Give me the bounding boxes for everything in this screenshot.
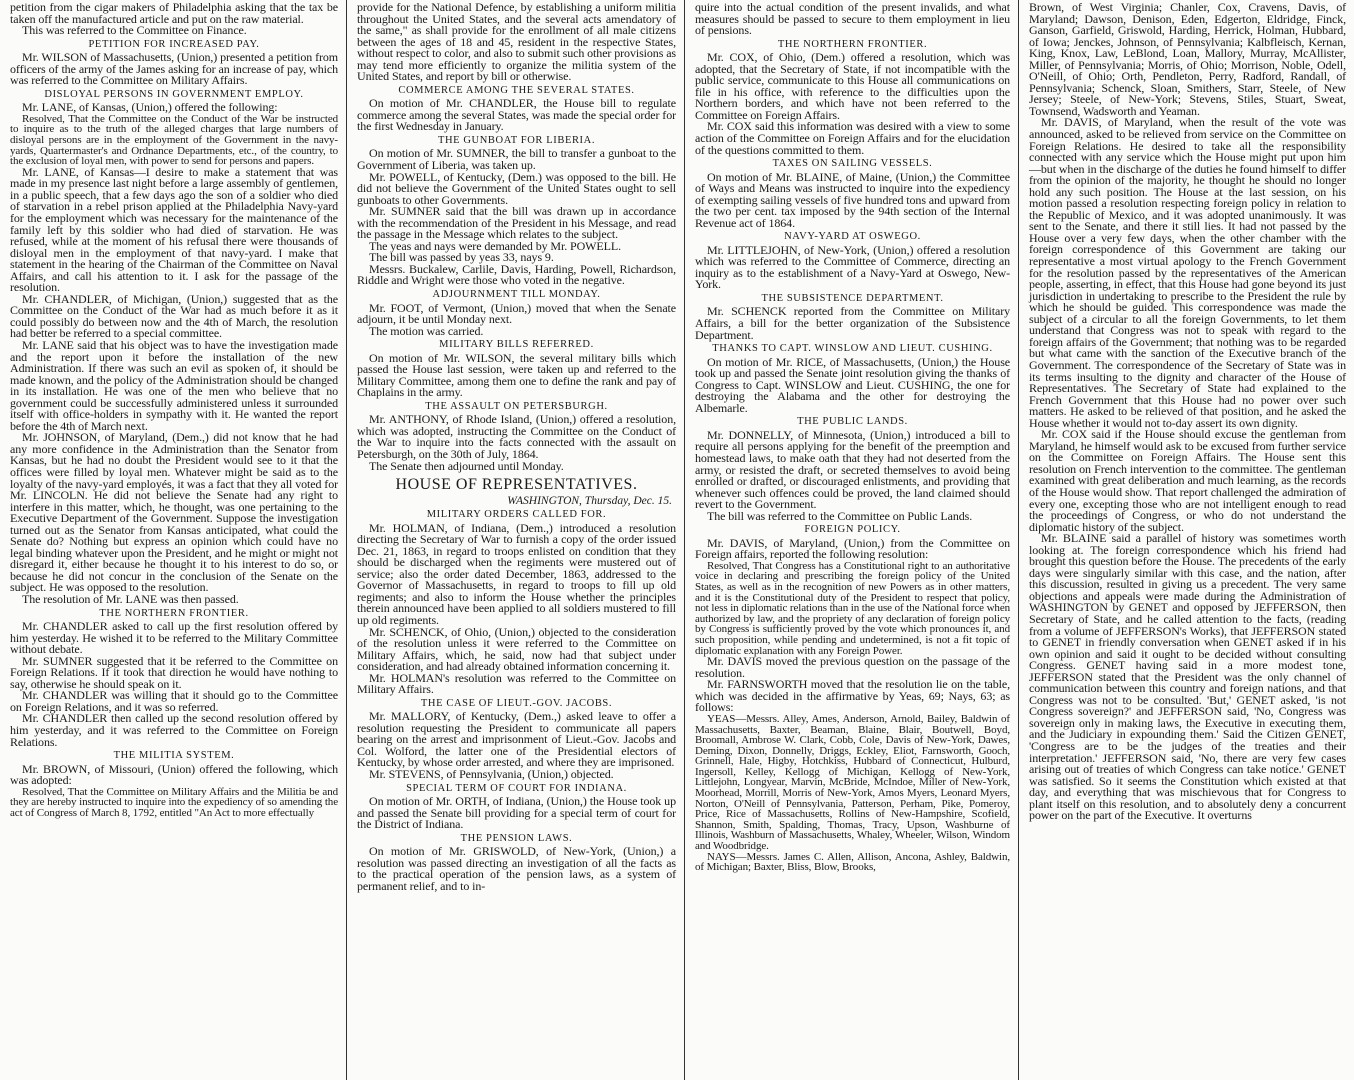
section-heading: NAVY-YARD AT OSWEGO. [784,231,921,243]
article-paragraph: Mr. CHANDLER was willing that it should go to the Committee on Foreign Relations, and it was so referred. [10,688,338,714]
article-paragraph: Mr. SCHENCK reported from the Committee on Military Affairs, a bill for the better organization of the Subsistence Department. [695,304,1010,342]
article-paragraph: This was referred to the Committee on Finance. [22,23,247,38]
article-paragraph: Mr. COX said if the House should excuse the gentleman from Maryland, he himself would ask to be excused from further service on the Committee on Foreign Affairs. The House sent this resolution on French intervention to the committee. The gentleman examined with great deliberation and much learning, as the records of the House would show. That report challenged the admiration of every one, excepting those who are not intelligent enough to read the proceedings of Congress, or who do not understand the diplomatic history of the subject. [1029,427,1346,534]
section-heading: MILITARY BILLS REFERRED. [439,339,594,351]
article-paragraph: Messrs. Buckalew, Carlile, Davis, Harding, Powell, Richardson, Riddle and Wright were those who voted in the negative. [357,261,676,288]
resolution-text: Resolved, That the Committee on Military Affairs and the Militia be and they are hereby instructed to inquire into the expediency of so amending the act of Congress of March 8, 1792, entitled "An Act to more effectually [10,785,338,819]
section-heading: THE GUNBOAT FOR LIBERIA. [437,134,596,146]
article-paragraph: The yeas and nays were demanded by Mr. POWELL. [369,238,621,253]
article-paragraph: On motion of Mr. SUMNER, the bill to transfer a gunboat to the Government of Liberia, was taken up. [357,146,676,173]
resolution-text: Resolved, That Congress has a Constitutional right to an authoritative voice in declaring and prescribing the foreign policy of the United States, as well as in the recognition of new Powers as in other matters, and it is the Constitutional duty of the President to respect that policy, not less in diplomatic relations than in the use of the National force when authorized by law, and the propriety of any declaration of foreign policy by Congress is sufficiently proved by the vote which pronounces it, and such proposition, while pending and undetermined, is not a fit topic of diplomatic explanation with any Foreign Power. [695,559,1010,657]
article-paragraph: Mr. POWELL, of Kentucky, (Dem.) was opposed to the bill. He did not believe the Government of the United States ought to sell gunboats to other Governments. [357,169,676,207]
article-paragraph: Mr. FOOT, of Vermont, (Union,) moved that when the Senate adjourn, it be until Monday next. [357,300,676,327]
column-2 [347,0,685,1080]
article-paragraph: The motion was carried. [369,323,484,338]
article-paragraph: Mr. SUMNER said that the bill was drawn up in accordance with the recommendation of the President in his Message, and read the passage in the Message which relates to the subject. [357,204,676,242]
article-paragraph: Mr. DAVIS, of Maryland, (Union,) from the Committee on Foreign affairs, reported the following resolution: [695,535,1010,562]
article-paragraph: Mr. CHANDLER asked to call up the first resolution offered by him yesterday. He wished it to be referred to the Military Committee without debate. [10,619,338,657]
article-paragraph: Mr. LITTLEJOHN, of New-York, (Union,) offered a resolution which was referred to the Committee of Commerce, directing an inquiry as to the establishment of a Navy-Yard at Oswego, New-York. [695,242,1010,292]
section-heading: THE SUBSISTENCE DEPARTMENT. [761,292,944,304]
article-paragraph: quire into the actual condition of the present invalids, and what measures should be passed to secure to them employment in lieu of pensions. [695,0,1010,38]
section-heading: ADJOURNMENT TILL MONDAY. [432,289,601,301]
resolution-text: NAYS—Messrs. James C. Allen, Allison, Ancona, Ashley, Baldwin, of Michigan; Baxter, Bliss, Blow, Brooks, [695,850,1010,874]
section-heading: THE MILITIA SYSTEM. [113,750,235,762]
article-paragraph: provide for the National Defence, by establishing a uniform militia throughout the United States, and the several acts amendatory of the same," as shall provide for the enrollment of all male citizens between the ages of 18 and 45, resident in the respective States, without respect to color, and also to submit such other provisions as may tend more efficiently to organize the militia system of the United States, and report by bill or otherwise. [357,0,676,84]
section-heading: THE PENSION LAWS. [460,832,573,844]
section-heading: THE NORTHERN FRONTIER. [99,607,249,619]
article-paragraph: On motion of Mr. CHANDLER, the House bill to regulate commerce among the several States, was made the special order for the first Wednesday in January. [357,96,676,134]
column-3 [685,0,1019,1080]
chamber-heading: HOUSE OF REPRESENTATIVES. [395,476,638,494]
article-paragraph: On motion of Mr. WILSON, the several military bills which passed the House last session, were taken up and referred to the Military Committee, among them one to define the rank and pay of Chaplains in the army. [357,350,676,400]
article-paragraph: Mr. COX said this information was desired with a view to some action of the Committee on Foreign Affairs and for the elucidation of the questions committed to them. [695,119,1010,157]
article-paragraph: Mr. LANE, of Kansas, (Union,) offered the following: [22,100,278,115]
article-paragraph: Mr. MALLORY, of Kentucky, (Dem.,) asked leave to offer a resolution requesting the President to communicate all papers bearing on the arrest and imprisonment of Lieut.-Gov. Jacobs and Col. Wolford, the latter one of the Presidential electors of Kentucky, by whose order arrested, and where they are imprisoned. [357,709,676,770]
article-paragraph: Mr. CHANDLER, of Michigan, (Union,) suggested that as the Committee on the Conduct of the War had as much before it as it could possibly do between now and the 4th of March, the resolution had better be referred to a special committee. [10,291,338,341]
section-heading: PETITION FOR INCREASED PAY. [88,38,260,50]
section-heading: SPECIAL TERM OF COURT FOR INDIANA. [406,782,627,794]
section-heading: COMMERCE AMONG THE SEVERAL STATES. [398,84,635,96]
article-paragraph: The Senate then adjourned until Monday. [369,458,564,473]
section-heading: TAXES ON SAILING VESSELS. [772,158,933,170]
column-1 [0,0,347,1080]
article-paragraph: On motion of Mr. ORTH, of Indiana, (Union,) the House took up and passed the Senate bill providing for a special term of court for the District of Indiana. [357,794,676,832]
article-paragraph: Mr. ANTHONY, of Rhode Island, (Union,) offered a resolution, which was adopted, instructing the Committee on the Conduct of the War to inquire into the facts connected with the assault on Petersburgh, on the 30th of July, 1864. [357,412,676,461]
article-paragraph: On motion of Mr. RICE, of Massachusetts, (Union,) the House took up and passed the Senate joint resolution giving the thanks of Congress to Capt. WINSLOW and Lieut. CUSHING, the one for destroying the Alabama and the other for destroying the Albemarle. [695,354,1010,415]
article-paragraph: Mr. LANE, of Kansas—I desire to make a statement that was made in my presence last night before a large assembly of gentlemen, in a public speech, that a few days ago the son of a soldier who died of starvation in a rebel prison applied at the Philadelphia Navy-yard for the employment which was necessary for the maintenance of the family left by this soldier who had died of starvation. He was refused, while at the moment of his refusal there were thousands of disloyal men in the employment of that navy-yard. I make that statement in the hearing of the Chairman of the Committee on Naval Affairs, and call his attention to it. I ask for the passage of the resolution. [10,164,338,295]
resolution-text: YEAS—Messrs. Alley, Ames, Anderson, Arnold, Bailey, Baldwin of Massachusetts, Baxter, Beaman, Blaine, Blair, Boutwell, Boyd, Broomall, Ambrose W. Clark, Cobb, Cole, Davis of New-York, Dawes, Deming, Dixon, Donnelly, Driggs, Eckley, Eliot, Farnsworth, Gooch, Grinnell, Hale, Higby, Hotchkiss, Hubbard of Connecticut, Hulburd, Ingersoll, Kelley, Kellogg of Michigan, Kellogg of New-York, Littlejohn, Longyear, Marvin, McBride, McIndoe, Miller of New-York, Moorhead, Morrill, Morris of New-York, Amos Myers, Leonard Myers, Norton, O'Neill of Pennsylvania, Patterson, Perham, Pike, Pomeroy, Price, Rice of Massachusetts, Rollins of New-Hampshire, Scofield, Shannon, Smith, Spalding, Thomas, Tracy, Upson, Washburne of Illinois, Washburn of Massachusetts, Whaley, Wheeler, Wilson, Windom and Woodbridge. [695,712,1010,853]
article-paragraph: On motion of Mr. BLAINE, of Maine, (Union,) the Committee of Ways and Means was instructed to inquire into the expediency of exempting sailing vessels of five hundred tons and upward from the two per cent. tax imposed by the 94th section of the Internal Revenue act of 1864. [695,169,1010,230]
section-heading: MILITARY ORDERS CALLED FOR. [426,509,607,521]
section-heading: DISLOYAL PERSONS IN GOVERNMENT EMPLOY. [44,88,304,100]
article-paragraph: Mr. BROWN, of Missouri, (Union) offered the following, which was adopted: [10,761,338,788]
section-heading: THE PUBLIC LANDS. [797,416,908,428]
article-paragraph: Mr. LANE said that his object was to have the investigation made and the report upon it before the installation of the new Administration. If there was such an evil as spoken of, it should be made known, and the policy of the Administration should be changed in its installation. He was one of the men who believe that no government could be successfully administered unless it surrounded itself with office-holders in sympathy with it. He wanted the report before the 4th of March next. [10,338,338,433]
section-heading: THE CASE OF LIEUT.-GOV. JACOBS. [420,697,613,709]
dateline: WASHINGTON, Thursday, Dec. 15. [507,495,672,508]
article-paragraph: Mr. SCHENCK, of Ohio, (Union,) objected to the consideration of the resolution unless it were referred to the Committee on Military Affairs, which, he said, now had that subject under consideration, and had already obtained information concerning it. [357,624,676,674]
article-paragraph: Mr. WILSON of Massachusetts, (Union,) presented a petition from officers of the army of the James asking for an increase of pay, which was referred to the Committee on Military Affairs. [10,50,338,88]
article-paragraph: Mr. JOHNSON, of Maryland, (Dem.,) did not know that he had any more confidence in the Administration than the Senator from Kansas, but he had no doubt the President would see to it that the offices were filled by loyal men. Whatever might be said as to the loyalty of the navy-yard employés, it was a fact that they all voted for Mr. LINCOLN. He did not believe the Senate had any right to interfere in this matter, which, he thought, was one pertaining to the Executive Department of the Government. Suppose the investigation turned out as the Senator from Kansas anticipated, what could the Senate do? Nothing but express an opinion which could have no legal binding whatever upon the President, and he might or might not disregard it, either because he thought it to his interest to do so, or because he did not concur in the conclusion of the Senate on the subject. He was opposed to the resolution. [10,430,338,595]
article-paragraph: The bill was referred to the Committee on Public Lands. [707,508,973,523]
section-heading: THE NORTHERN FRONTIER. [777,38,928,50]
section-heading: FOREIGN POLICY. [804,524,901,536]
article-paragraph: Mr. STEVENS, of Pennsylvania, (Union,) objected. [369,767,614,782]
article-paragraph: Mr. DONNELLY, of Minnesota, (Union,) introduced a bill to require all persons applying for the benefit of the preemption and homestead laws, to make oath that they had not deserted from the army, or resisted the draft, or secreted themselves to avoid being enrolled or drafted, or discouraged enlistments, and providing that whenever such offences could be proved, the land claimed should revert to the Government. [695,427,1010,512]
article-paragraph: Brown, of West Virginia; Chanler, Cox, Cravens, Davis, of Maryland; Dawson, Denison, Eden, Edgerton, Eldridge, Finck, Ganson, Garfield, Griswold, Harding, Herrick, Holman, Hubbard, of Iowa; Jenckes, Johnson, of Pennsylvania; Kalbfleisch, Kernan, King, Knox, Law, LeBlond, Loan, Mallory, Murray, McAllister, Miller, of Pennsylvania; Morris, of Ohio; Morrison, Noble, Odell, O'Neill, of Ohio; Orth, Pendleton, Perry, Radford, Randall, of Pennsylvania; Schenck, Sloan, Smithers, Starr, Steele, of New Jersey; Steele, of New-York; Stevens, Stiles, Stuart, Sweat, Townsend, Wadsworth and Yeaman. [1029,0,1346,118]
article-paragraph: Mr. SUMNER suggested that it be referred to the Committee on Foreign Relations. If it took that direction he would have nothing to say, otherwise he should speak on it. [10,653,338,691]
article-paragraph: Mr. HOLMAN's resolution was referred to the Committee on Military Affairs. [357,670,676,697]
article-paragraph: Mr. FARNSWORTH moved that the resolution lie on the table, which was decided in the affirmative by Yeas, 69; Nays, 63; as follows: [695,677,1010,715]
column-4 [1019,0,1354,1080]
article-paragraph: The bill was passed by yeas 33, nays 9. [369,250,554,265]
article-paragraph: Mr. DAVIS moved the previous question on the passage of the resolution. [695,654,1010,680]
section-heading: THANKS TO CAPT. WINSLOW AND LIEUT. CUSHING. [712,343,993,355]
section-heading: THE ASSAULT ON PETERSBURGH. [425,400,608,412]
article-paragraph: Mr. DAVIS, of Maryland, when the result of the vote was announced, asked to be relieved from service on the Committee on Foreign Relations. He desired to take all the responsibility connected with any service which the House might put upon him—but when in the discharge of the duties he found himself to differ from the opinion of the majority, he thought he should no longer hold any such position. The House at the last session, on his motion passed a resolution respecting foreign policy in relation to the Republic of Mexico, and it was adopted unanimously. It was sent to the Senate, and there it still lies. It had not passed by the House over a very few days, when the other chamber with the foreign correspondence of this Government are taking our representative a most virtual apology to the French Government for the resolution passed by the representatives of the American people, asserting, in effect, that this House had gone beyond its just jurisdiction in undertaking to prescribe to the President the rule by which he should be guided. This correspondence was made the subject of a circular to all the foreign Governments, to let them understand that Congress was not to speak with regard to the foreign affairs of the Government; that nothing was to be regarded but what came with the sanction of the Executive branch of the Government. The correspondence of the Secretary of State was in its terms insulting to the dignity and character of the House of Representatives. The Secretary of State had explained to the French Government that this House had no power over such matters. He asked to be relieved of that position, and he asked the House whether it would not to-day assert its own dignity. [1029,115,1346,430]
article-paragraph: Mr. BLAINE said a parallel of history was sometimes worth looking at. The foreign correspondence which his friend had brought this question before the House. The precedents of the early days were singularly similar with this case, and the nation, after this discussion, resulted in giving us a precedent. The very same objections and appeals were made during the Administration of WASHINGTON by GENET and opposed by JEFFERSON, then Secretary of State, and he called attention to the facts, (reading from a volume of JEFFERSON's Works), that JEFFERSON stated to GENET in friendly conversation when GENET asked if in his own opinion and said it ought to be decided without consulting Congress. GENET having said in a more modest tone, JEFFERSON stated that the President was the only channel of communication between this country and foreign nations, and that Congress was not to be consulted. 'But,' GENET asked, 'is not Congress sovereign?' and JEFFERSON said, 'No, Congress was sovereign only in making laws, the Executive in executing them, and the Judiciary in expounding them.' Said the Citizen GENET, 'Congress are to be the judges of the treaties and their interpretation.' JEFFERSON said, 'No, there are very few cases arising out of treaties of which Congress can take notice.' GENET was satisfied. So it seems the Constitution which existed at that day, and everything that was mischievous that for Congress to plant itself on this resolution, and to absolutely deny a concurrent power on the part of the Executive. It overturns [1029,531,1346,823]
article-paragraph: The resolution of Mr. LANE was then passed. [22,592,239,607]
article-paragraph: Mr. COX, of Ohio, (Dem.) offered a resolution, which was adopted, that the Secretary of State, if not incompatible with the public service, communicate to this House all communications on file in his office, with reference to the difficulties upon the Northern borders, and which have not been referred to the Committee on Foreign Affairs. [695,50,1010,122]
article-paragraph: Mr. CHANDLER then called up the second resolution offered by him yesterday, and it was referred to the Committee on Foreign Relations. [10,711,338,749]
article-paragraph: On motion of Mr. GRISWOLD, of New-York, (Union,) a resolution was passed directing an investigation of all the facts as to the practical operation of the pension laws, as a system of permanent relief, and to in- [357,844,676,893]
article-paragraph: petition from the cigar makers of Philadelphia asking that the tax be taken off the manufactured article and put on the raw material. [10,0,338,26]
resolution-text: Resolved, That the Committee on the Conduct of the War be instructed to inquire as to the truth of the alleged charges that large numbers of disloyal persons are in the employment of the Government in the navy-yards, Quartermaster's and Ordnance Departments, etc., of the country, to the exclusion of loyal men, with power to send for persons and papers. [10,112,338,168]
article-paragraph: Mr. HOLMAN, of Indiana, (Dem.,) introduced a resolution directing the Secretary of War to furnish a copy of the order issued Dec. 21, 1863, in regard to troops enlisted on condition that they should be discharged when the regiments were mustered out of service; also the order dated December, 1863, addressed to the Governor of Massachusetts, in regard to troops to fill up old regiments; and also to inform the House whether the principles therein announced have been applied to all soldiers mustered to fill up old regiments. [357,520,676,627]
